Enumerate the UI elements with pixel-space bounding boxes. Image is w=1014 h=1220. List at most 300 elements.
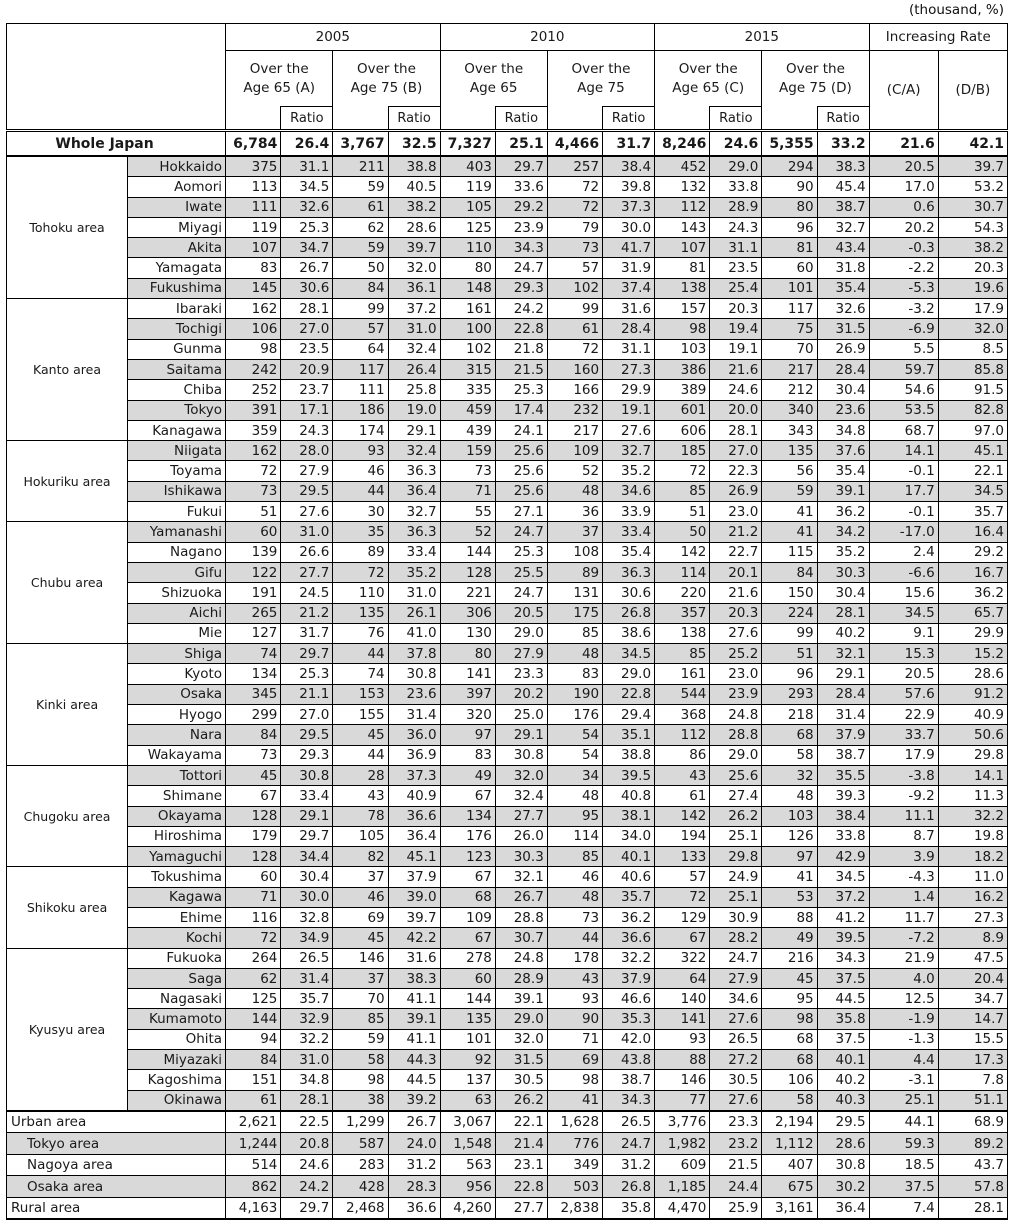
data-cell: 38.7: [817, 745, 869, 765]
data-cell: 31.1: [281, 156, 333, 177]
summary-cell: 776: [547, 1133, 602, 1155]
data-cell: 11.7: [869, 907, 938, 927]
data-cell: 29.7: [281, 644, 333, 664]
data-cell: 73: [226, 481, 281, 501]
summary-cell: 503: [547, 1176, 602, 1198]
data-cell: 43: [333, 786, 388, 806]
data-cell: 71: [547, 1029, 602, 1049]
prefecture-label: Chiba: [128, 380, 226, 400]
data-cell: 88: [655, 1050, 710, 1070]
data-cell: 33.9: [603, 502, 655, 522]
data-cell: 30.4: [281, 867, 333, 887]
data-cell: 27.9: [281, 461, 333, 481]
data-cell: 17.1: [281, 400, 333, 420]
summary-cell: 2,468: [333, 1197, 388, 1219]
data-cell: 142: [655, 806, 710, 826]
data-cell: 72: [333, 562, 388, 582]
data-cell: 48: [547, 644, 602, 664]
data-cell: 44: [333, 481, 388, 501]
data-cell: 20.3: [938, 258, 1007, 278]
data-cell: 29.9: [603, 380, 655, 400]
data-cell: 22.8: [603, 684, 655, 704]
summary-cell: 24.2: [281, 1176, 333, 1198]
data-cell: 29.0: [710, 745, 762, 765]
data-cell: 157: [655, 299, 710, 319]
data-cell: 46: [333, 461, 388, 481]
data-cell: 26.5: [710, 1029, 762, 1049]
summary-row: [7, 1111, 1008, 1133]
header-year-2015: 2015: [655, 24, 870, 51]
summary-cell: 27.7: [495, 1197, 547, 1219]
data-cell: 8.9: [938, 928, 1007, 948]
table-row: [7, 745, 1008, 765]
data-cell: 84: [762, 562, 817, 582]
data-cell: 28.1: [817, 603, 869, 623]
data-cell: 11.1: [869, 806, 938, 826]
data-cell: 15.6: [869, 583, 938, 603]
header-ratio-2010-75: Ratio: [603, 107, 655, 131]
prefecture-label: Nara: [128, 725, 226, 745]
data-cell: 27.2: [710, 1050, 762, 1070]
data-cell: 29.9: [938, 623, 1007, 643]
data-cell: 24.7: [495, 583, 547, 603]
data-cell: 68: [762, 1050, 817, 1070]
data-cell: 14.7: [938, 1009, 1007, 1029]
summary-cell: 28.6: [817, 1133, 869, 1155]
data-cell: 57.6: [869, 684, 938, 704]
data-cell: 24.2: [495, 299, 547, 319]
data-cell: 38.4: [817, 806, 869, 826]
data-cell: 33.8: [710, 177, 762, 197]
data-cell: 166: [547, 380, 602, 400]
data-cell: 43.4: [817, 238, 869, 258]
data-cell: 161: [440, 299, 495, 319]
data-cell: 24.8: [710, 705, 762, 725]
data-cell: 29.1: [495, 725, 547, 745]
header-blank-2010-b: [547, 107, 602, 131]
data-cell: 38.3: [388, 968, 440, 988]
data-cell: 127: [226, 623, 281, 643]
data-cell: 375: [226, 156, 281, 177]
summary-cell: 1,299: [333, 1111, 388, 1133]
data-cell: 335: [440, 380, 495, 400]
prefecture-label: Akita: [128, 238, 226, 258]
whole-japan-value: 24.6: [710, 131, 762, 157]
data-cell: 92: [440, 1050, 495, 1070]
data-cell: 98: [226, 339, 281, 359]
data-cell: 68: [762, 725, 817, 745]
data-cell: 30.7: [495, 928, 547, 948]
over-line2: Age 75 (B): [350, 79, 423, 96]
data-cell: 27.0: [281, 705, 333, 725]
table-row: [7, 1090, 1008, 1111]
data-cell: 25.4: [710, 278, 762, 298]
data-cell: 77: [655, 1090, 710, 1111]
header-blank-2015-b: [762, 107, 817, 131]
data-cell: 37.9: [817, 725, 869, 745]
data-cell: 94: [226, 1029, 281, 1049]
data-cell: 32: [762, 765, 817, 785]
summary-cell: 43.7: [938, 1154, 1007, 1176]
table-row: [7, 1050, 1008, 1070]
data-cell: 43: [547, 968, 602, 988]
data-cell: 30.5: [495, 1070, 547, 1090]
table-row: [7, 806, 1008, 826]
data-cell: 91.5: [938, 380, 1007, 400]
data-cell: 315: [440, 359, 495, 379]
data-cell: 146: [333, 948, 388, 968]
data-cell: 29.1: [817, 664, 869, 684]
header-ratio-2005-65: Ratio: [281, 107, 333, 131]
data-cell: 34.8: [281, 1070, 333, 1090]
prefecture-label: Okayama: [128, 806, 226, 826]
data-cell: 29.7: [495, 156, 547, 177]
data-cell: 36.9: [388, 745, 440, 765]
summary-cell: 675: [762, 1176, 817, 1198]
data-cell: 27.7: [281, 562, 333, 582]
table-row: [7, 968, 1008, 988]
data-cell: 69: [333, 907, 388, 927]
data-cell: 130: [440, 623, 495, 643]
data-cell: 217: [762, 359, 817, 379]
summary-label: Osaka area: [7, 1176, 226, 1198]
data-cell: 38.2: [938, 238, 1007, 258]
data-cell: 31.4: [817, 705, 869, 725]
data-cell: 141: [655, 1009, 710, 1029]
data-cell: 85: [547, 847, 602, 867]
prefecture-label: Ibaraki: [128, 299, 226, 319]
data-cell: 63: [440, 1090, 495, 1111]
summary-cell: 563: [440, 1154, 495, 1176]
data-cell: 35: [333, 522, 388, 542]
data-cell: 114: [547, 826, 602, 846]
whole-japan-value: 8,246: [655, 131, 710, 157]
summary-cell: 20.8: [281, 1133, 333, 1155]
data-cell: 34.6: [603, 481, 655, 501]
data-cell: 85: [547, 623, 602, 643]
data-cell: 135: [762, 441, 817, 461]
data-cell: 30.0: [603, 217, 655, 237]
data-cell: 44.5: [388, 1070, 440, 1090]
summary-cell: 1,628: [547, 1111, 602, 1133]
data-cell: 5.5: [869, 339, 938, 359]
data-cell: 125: [226, 989, 281, 1009]
data-cell: 67: [440, 928, 495, 948]
data-cell: 32.0: [388, 258, 440, 278]
summary-cell: 30.2: [817, 1176, 869, 1198]
data-cell: 37.5: [817, 1029, 869, 1049]
data-cell: 83: [226, 258, 281, 278]
data-cell: 37.9: [603, 968, 655, 988]
data-cell: 28.1: [281, 1090, 333, 1111]
data-cell: 31.4: [388, 705, 440, 725]
data-cell: 194: [655, 826, 710, 846]
summary-cell: 2,621: [226, 1111, 281, 1133]
data-cell: 27.0: [281, 319, 333, 339]
whole-japan-value: 25.1: [495, 131, 547, 157]
data-cell: 20.3: [710, 299, 762, 319]
whole-japan-value: 26.4: [281, 131, 333, 157]
data-cell: 68.7: [869, 420, 938, 440]
data-cell: 134: [226, 664, 281, 684]
data-cell: 41.1: [388, 989, 440, 1009]
data-cell: 98: [547, 1070, 602, 1090]
data-cell: 38.8: [388, 156, 440, 177]
summary-cell: 514: [226, 1154, 281, 1176]
prefecture-label: Kyoto: [128, 664, 226, 684]
data-cell: 39.7: [388, 238, 440, 258]
header-2010-over75: [547, 51, 654, 107]
summary-cell: 29.7: [281, 1197, 333, 1219]
data-cell: 40.1: [603, 847, 655, 867]
prefecture-label: Niigata: [128, 441, 226, 461]
data-cell: 21.2: [710, 522, 762, 542]
summary-cell: 7.4: [869, 1197, 938, 1219]
data-cell: 35.8: [817, 1009, 869, 1029]
data-cell: 37.9: [388, 867, 440, 887]
data-cell: 74: [226, 644, 281, 664]
data-cell: 144: [440, 542, 495, 562]
summary-cell: 26.5: [603, 1111, 655, 1133]
data-cell: 112: [655, 197, 710, 217]
data-cell: 391: [226, 400, 281, 420]
data-cell: 88: [762, 907, 817, 927]
data-cell: 53.5: [869, 400, 938, 420]
data-cell: 96: [762, 217, 817, 237]
summary-cell: 4,470: [655, 1197, 710, 1219]
data-cell: 81: [762, 238, 817, 258]
data-cell: 21.5: [495, 359, 547, 379]
data-cell: 17.3: [938, 1050, 1007, 1070]
data-cell: 41: [547, 1090, 602, 1111]
data-cell: 24.7: [710, 948, 762, 968]
data-cell: 29.3: [495, 278, 547, 298]
prefecture-label: Miyazaki: [128, 1050, 226, 1070]
prefecture-label: Yamaguchi: [128, 847, 226, 867]
data-cell: 59: [333, 177, 388, 197]
data-cell: 14.1: [938, 765, 1007, 785]
data-cell: 299: [226, 705, 281, 725]
data-cell: 39.2: [388, 1090, 440, 1111]
data-cell: 161: [655, 664, 710, 684]
summary-cell: 2,838: [547, 1197, 602, 1219]
data-cell: 32.4: [388, 339, 440, 359]
data-cell: 148: [440, 278, 495, 298]
data-cell: 29.8: [710, 847, 762, 867]
data-cell: -1.9: [869, 1009, 938, 1029]
data-cell: 115: [762, 542, 817, 562]
header-2005-over65: [226, 51, 333, 107]
data-cell: 35.2: [603, 461, 655, 481]
over-line1: Over the: [678, 60, 738, 77]
data-cell: 23.9: [495, 217, 547, 237]
data-cell: 51: [655, 502, 710, 522]
summary-cell: 18.5: [869, 1154, 938, 1176]
data-cell: 31.4: [281, 968, 333, 988]
summary-cell: 428: [333, 1176, 388, 1198]
data-cell: 32.4: [388, 441, 440, 461]
table-row: [7, 826, 1008, 846]
data-cell: 40.2: [817, 1070, 869, 1090]
data-cell: 122: [226, 562, 281, 582]
summary-cell: 587: [333, 1133, 388, 1155]
summary-cell: 36.6: [388, 1197, 440, 1219]
over-line1: Over the: [785, 60, 845, 77]
data-cell: 61: [333, 197, 388, 217]
data-cell: 37.2: [817, 887, 869, 907]
data-cell: 29.7: [281, 826, 333, 846]
prefecture-label: Kanagawa: [128, 420, 226, 440]
table-row: [7, 278, 1008, 298]
data-cell: 190: [547, 684, 602, 704]
data-cell: 54: [547, 725, 602, 745]
summary-cell: 36.4: [817, 1197, 869, 1219]
data-cell: 36.2: [938, 583, 1007, 603]
data-cell: -6.6: [869, 562, 938, 582]
table-row: [7, 522, 1008, 542]
data-cell: 34.3: [495, 238, 547, 258]
data-cell: 37.8: [388, 644, 440, 664]
data-cell: 37.6: [817, 441, 869, 461]
data-cell: 32.2: [603, 948, 655, 968]
data-cell: 106: [762, 1070, 817, 1090]
data-cell: 38.2: [388, 197, 440, 217]
data-cell: 29.5: [281, 481, 333, 501]
data-cell: 17.0: [869, 177, 938, 197]
data-cell: 30.3: [817, 562, 869, 582]
data-cell: 15.5: [938, 1029, 1007, 1049]
data-cell: 90: [547, 1009, 602, 1029]
data-cell: 153: [333, 684, 388, 704]
whole-japan-value: 31.7: [603, 131, 655, 157]
data-cell: 30: [333, 502, 388, 522]
data-cell: 33.4: [603, 522, 655, 542]
data-cell: 51.1: [938, 1090, 1007, 1111]
data-cell: 28.8: [710, 725, 762, 745]
data-cell: 38: [333, 1090, 388, 1111]
data-cell: 35.4: [817, 461, 869, 481]
data-cell: 162: [226, 441, 281, 461]
data-cell: 37.5: [817, 968, 869, 988]
over-line1: Over the: [249, 60, 309, 77]
data-cell: 34.5: [281, 177, 333, 197]
data-cell: 40.9: [388, 786, 440, 806]
data-cell: 32.0: [495, 765, 547, 785]
data-cell: 35.4: [817, 278, 869, 298]
data-cell: 70: [762, 339, 817, 359]
table-row: [7, 623, 1008, 643]
data-cell: -9.2: [869, 786, 938, 806]
data-cell: 33.4: [281, 786, 333, 806]
data-cell: 23.0: [710, 502, 762, 522]
data-cell: 60: [440, 968, 495, 988]
data-cell: 134: [440, 806, 495, 826]
data-cell: 20.0: [710, 400, 762, 420]
data-cell: 48: [547, 786, 602, 806]
data-cell: 16.7: [938, 562, 1007, 582]
prefecture-label: Ehime: [128, 907, 226, 927]
prefecture-label: Mie: [128, 623, 226, 643]
data-cell: 293: [762, 684, 817, 704]
data-cell: 67: [440, 786, 495, 806]
data-cell: 67: [655, 928, 710, 948]
data-cell: 21.6: [710, 583, 762, 603]
data-cell: 36.1: [388, 278, 440, 298]
table-row: [7, 238, 1008, 258]
header-2015-over65: [655, 51, 762, 107]
data-cell: 40.6: [603, 867, 655, 887]
data-cell: 38.3: [817, 156, 869, 177]
summary-row: [7, 1197, 1008, 1219]
data-cell: 176: [547, 705, 602, 725]
data-cell: 389: [655, 380, 710, 400]
data-cell: 128: [226, 847, 281, 867]
data-cell: 20.5: [495, 603, 547, 623]
data-cell: 212: [762, 380, 817, 400]
data-cell: 84: [226, 725, 281, 745]
data-cell: 40.9: [938, 705, 1007, 725]
data-cell: 95: [762, 989, 817, 1009]
data-cell: 29.0: [603, 664, 655, 684]
data-cell: 26.1: [388, 603, 440, 623]
summary-cell: 1,185: [655, 1176, 710, 1198]
summary-cell: 35.8: [603, 1197, 655, 1219]
prefecture-label: Tottori: [128, 765, 226, 785]
data-cell: 98: [333, 1070, 388, 1090]
summary-cell: 23.2: [710, 1133, 762, 1155]
data-cell: 40.3: [817, 1090, 869, 1111]
data-cell: 67: [226, 786, 281, 806]
data-cell: 606: [655, 420, 710, 440]
summary-cell: 24.0: [388, 1133, 440, 1155]
data-cell: 27.6: [603, 420, 655, 440]
data-cell: 137: [440, 1070, 495, 1090]
table-row: [7, 705, 1008, 725]
data-cell: 35.3: [603, 1009, 655, 1029]
data-cell: 30.4: [817, 583, 869, 603]
data-cell: 19.6: [938, 278, 1007, 298]
data-cell: 57: [547, 258, 602, 278]
summary-cell: 31.2: [388, 1154, 440, 1176]
header-increasing-rate: Increasing Rate: [869, 24, 1007, 51]
data-cell: 73: [547, 238, 602, 258]
data-cell: 110: [333, 583, 388, 603]
data-cell: 27.7: [495, 806, 547, 826]
data-cell: 31.5: [495, 1050, 547, 1070]
table-row: [7, 765, 1008, 785]
over-line1: Over the: [356, 60, 416, 77]
data-cell: 29.5: [281, 725, 333, 745]
data-cell: -3.8: [869, 765, 938, 785]
data-cell: 53.2: [938, 177, 1007, 197]
header-ratio-db: (D/B): [938, 51, 1007, 131]
data-cell: 25.3: [281, 664, 333, 684]
whole-japan-row: [7, 131, 1008, 157]
whole-japan-value: 3,767: [333, 131, 388, 157]
data-cell: 22.7: [710, 542, 762, 562]
data-cell: 357: [655, 603, 710, 623]
prefecture-label: Wakayama: [128, 745, 226, 765]
data-cell: 17.9: [869, 745, 938, 765]
header-2015-over75: [762, 51, 869, 107]
data-cell: 34.5: [869, 603, 938, 623]
data-cell: 97.0: [938, 420, 1007, 440]
data-cell: 93: [333, 441, 388, 461]
data-cell: 37: [333, 867, 388, 887]
data-cell: 26.6: [281, 542, 333, 562]
data-cell: 54: [547, 745, 602, 765]
data-cell: 160: [547, 359, 602, 379]
